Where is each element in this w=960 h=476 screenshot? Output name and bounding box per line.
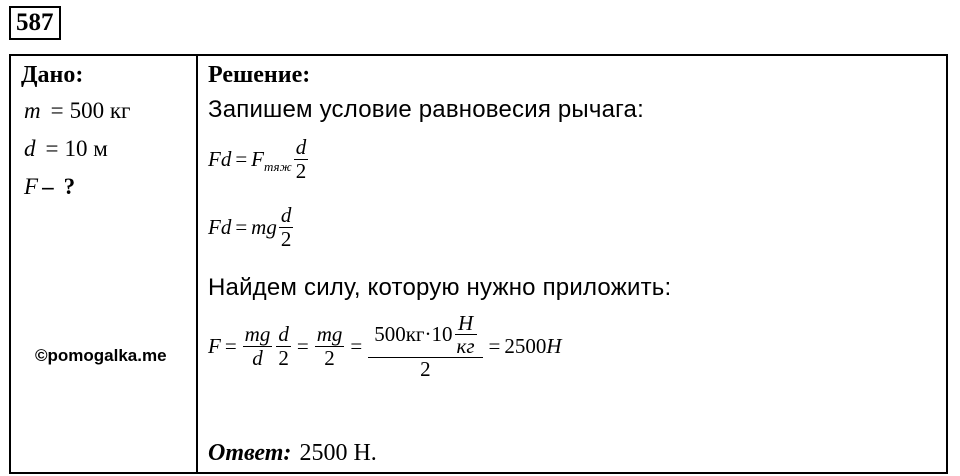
given-title: Дано:: [21, 62, 84, 88]
f3-frac-3-den: 2: [324, 346, 335, 371]
f1-lhs: Fd: [208, 147, 232, 172]
f2-frac-den: 2: [280, 227, 292, 252]
distance-value: 10 м: [64, 136, 108, 161]
solution-line-2: Найдем силу, которую нужно приложить:: [208, 274, 672, 301]
watermark: ©pomogalka.me: [35, 346, 167, 365]
f3-big-frac-den: 2: [420, 357, 431, 382]
f3-inner-num: Н: [457, 311, 474, 335]
f1-frac-den: 2: [295, 159, 307, 184]
f3-F: F: [208, 334, 221, 359]
f2-eq: =: [235, 215, 248, 240]
formula-2: [208, 204, 295, 251]
answer-value: 2500 Н.: [299, 440, 377, 466]
f2-frac: [279, 204, 294, 251]
f3-eq-3: =: [350, 334, 363, 359]
given-distance: [24, 136, 108, 162]
f2-frac-num: d: [280, 203, 292, 227]
answer: [208, 440, 377, 467]
f3-frac-2-num: d: [278, 322, 289, 346]
f3-frac-1-num: mg: [244, 322, 271, 346]
unknown-mark: ?: [63, 174, 76, 199]
mass-eq: =: [50, 98, 64, 123]
formula-3: [208, 312, 562, 381]
answer-label: Ответ:: [208, 440, 292, 466]
f3-big-frac-num: [368, 312, 482, 357]
formula-1: [208, 136, 310, 183]
given-unknown: [24, 174, 75, 200]
f3-eq-4: =: [488, 334, 501, 359]
f3-frac-3-num: mg: [316, 322, 343, 346]
task-frame: [9, 54, 948, 474]
f3-frac-1: [243, 323, 273, 370]
f3-frac-3: [315, 323, 345, 370]
f1-eq: =: [235, 147, 248, 172]
f1-sub: тяж: [264, 158, 292, 174]
f3-frac-2-den: 2: [278, 346, 289, 371]
distance-var: d: [24, 136, 36, 161]
f3-eq-1: =: [224, 334, 237, 359]
f3-inner-den: кг: [456, 334, 475, 359]
f3-frac-2: [276, 323, 291, 370]
unknown-var: F: [24, 174, 39, 199]
f3-eq-2: =: [296, 334, 309, 359]
f3-frac-1-den: d: [252, 346, 263, 371]
f1-F: F: [251, 147, 264, 172]
distance-eq: =: [45, 136, 59, 161]
solution-line-1: Запишем условие равновесия рычага:: [208, 96, 644, 123]
f1-frac: [294, 136, 309, 183]
f3-big-frac: [368, 312, 482, 381]
unknown-dash: –: [42, 174, 54, 199]
f3-result-unit: Н: [546, 334, 562, 359]
mass-value: 500 кг: [69, 98, 131, 123]
f2-lhs: Fd: [208, 215, 232, 240]
f1-frac-num: d: [295, 135, 307, 159]
f2-mg: mg: [251, 215, 277, 240]
problem-number: 587: [9, 6, 61, 40]
mass-var: m: [24, 98, 41, 123]
f3-result-value: 2500: [504, 334, 547, 359]
f3-inner-frac: [455, 312, 477, 357]
solution-column: [198, 56, 946, 472]
f3-big-num-a: 500кг·10: [374, 322, 453, 346]
given-mass: [24, 98, 130, 124]
solution-title: Решение:: [208, 62, 311, 88]
given-column: [11, 56, 196, 472]
